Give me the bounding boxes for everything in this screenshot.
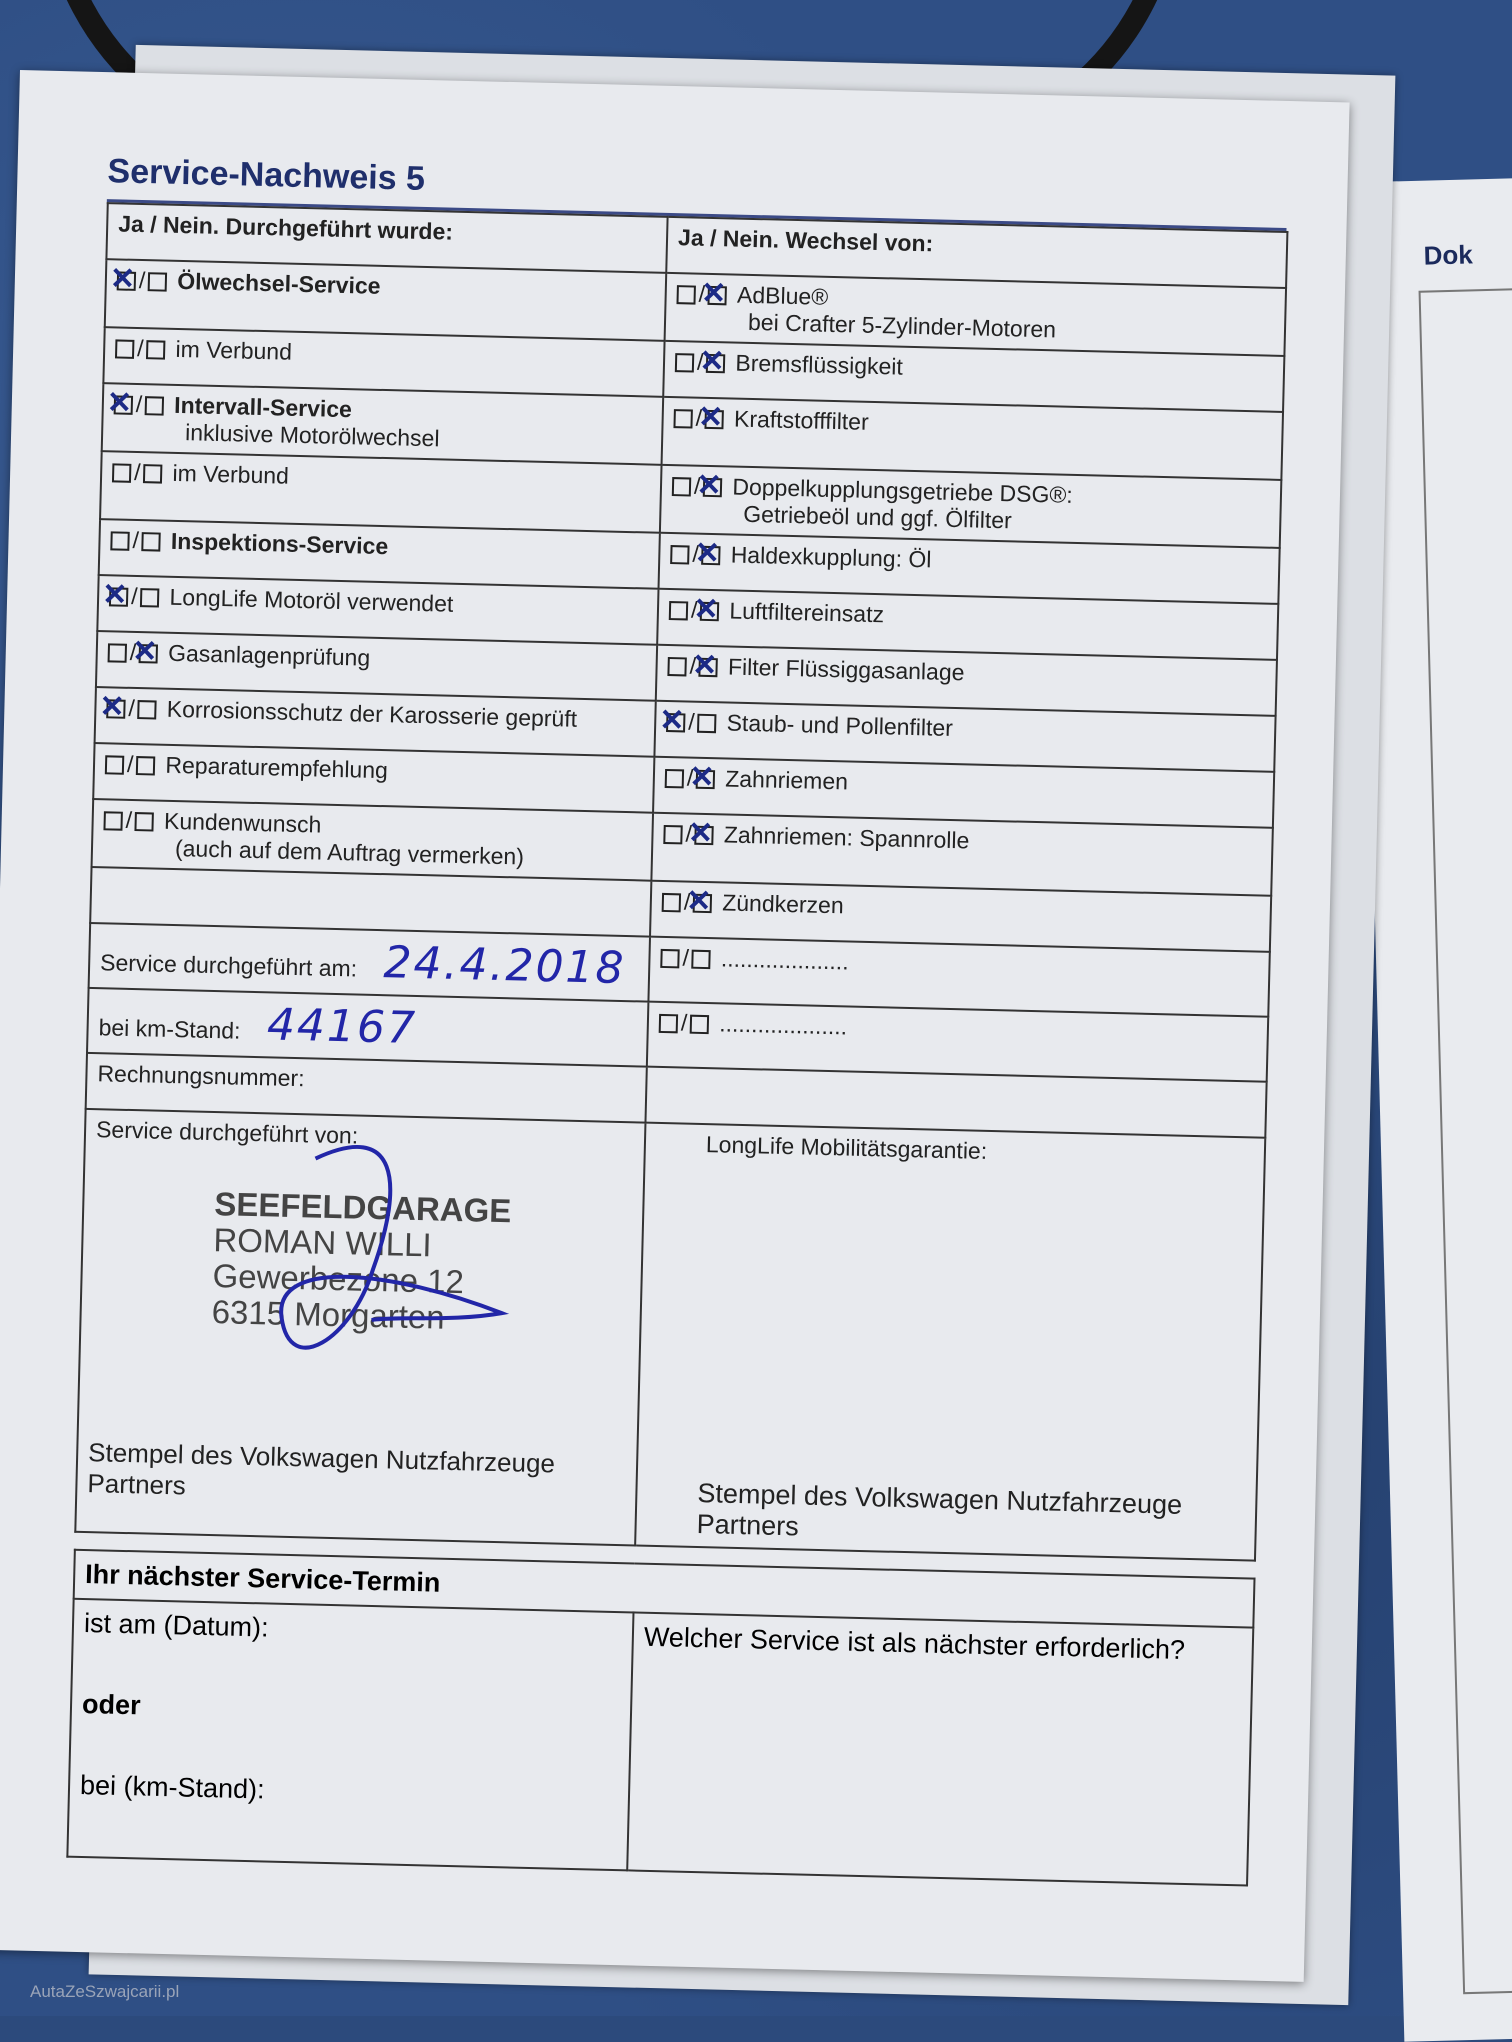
serviced-by-cell	[75, 1109, 645, 1546]
right-row-label: Zündkerzen	[721, 889, 845, 919]
signature	[249, 1117, 556, 1414]
right-row-label: Zahnriemen: Spannrolle	[723, 821, 970, 854]
left-row-label: im Verbund	[175, 335, 293, 365]
yes-no-checkboxes: ✕/	[114, 390, 165, 418]
yes-checkbox[interactable]	[108, 644, 127, 663]
yes-no-checkboxes: ✕/	[117, 266, 168, 294]
no-checkbox[interactable]	[705, 410, 724, 429]
yes-no-checkboxes: /✕	[673, 404, 724, 432]
yes-checkbox[interactable]	[105, 756, 124, 775]
yes-no-checkboxes: ✕/	[109, 582, 160, 610]
yes-no-checkboxes: ✕ /	[666, 708, 717, 736]
yes-no-checkboxes: /	[105, 750, 156, 778]
watermark: AutaZeSzwajcarii.pl	[30, 1982, 180, 2001]
yes-no-checkboxes: /	[103, 806, 154, 834]
no-checkbox[interactable]	[135, 812, 154, 831]
stamp-caption-left: Stempel des Volkswagen Nutzfahrzeuge Partners	[87, 1437, 556, 1501]
yes-no-checkboxes: /	[659, 1009, 710, 1037]
yes-checkbox[interactable]	[673, 409, 692, 428]
no-checkbox[interactable]	[695, 826, 714, 845]
left-row-label: Intervall-Service	[173, 391, 353, 423]
yes-no-checkboxes: /	[660, 944, 711, 972]
left-row-label: Inspektions-Service	[170, 527, 389, 560]
yes-no-checkboxes: /✕	[675, 348, 726, 376]
left-row-label: Gasanlagenprüfung	[167, 639, 371, 671]
no-checkbox[interactable]	[136, 756, 155, 775]
stamp-line-1: SEEFELDGARAGE	[213, 1185, 512, 1230]
right-row-label: Haldexkupplung: Öl	[730, 541, 932, 573]
yes-checkbox[interactable]	[103, 812, 122, 831]
longlife-cell	[635, 1123, 1265, 1561]
left-row-label: LongLife Motoröl verwendet	[169, 583, 454, 617]
yes-checkbox[interactable]	[675, 354, 694, 373]
right-row-label: Doppelkupplungsgetriebe DSG®:	[732, 473, 1074, 508]
no-checkbox[interactable]	[142, 533, 161, 552]
no-checkbox[interactable]	[138, 700, 157, 719]
yes-checkbox[interactable]	[112, 464, 131, 483]
next-service-table	[66, 1549, 1255, 1887]
yes-no-checkboxes: ✕/	[106, 694, 157, 722]
left-row-label: Korrosionsschutz der Karosserie geprüft	[166, 695, 578, 732]
yes-checkbox[interactable]	[117, 272, 136, 291]
yes-checkbox[interactable]	[669, 601, 688, 620]
left-row-label: Reparaturempfehlung	[165, 751, 389, 784]
yes-checkbox[interactable]	[672, 477, 691, 496]
no-checkbox[interactable]	[700, 602, 719, 621]
yes-checkbox[interactable]	[665, 769, 684, 788]
right-row-label: Zahnriemen	[724, 765, 849, 795]
yes-no-checkboxes: /	[115, 334, 166, 362]
no-checkbox[interactable]	[708, 286, 727, 305]
yes-checkbox[interactable]	[659, 1014, 678, 1033]
no-checkbox[interactable]	[697, 714, 716, 733]
no-checkbox[interactable]	[703, 478, 722, 497]
adjacent-page-box	[1419, 288, 1512, 1995]
yes-no-checkboxes: /	[112, 458, 163, 486]
yes-checkbox[interactable]	[667, 657, 686, 676]
next-service-heading: Ihr nächster Service-Termin	[74, 1550, 1255, 1628]
right-row-label: Staub- und Pollenfilter	[726, 709, 954, 741]
yes-no-checkboxes: /✕	[662, 888, 713, 916]
yes-checkbox[interactable]	[660, 949, 679, 968]
no-checkbox[interactable]	[690, 1015, 709, 1034]
yes-no-checkboxes: /✕	[676, 280, 727, 308]
yes-no-checkboxes: /✕	[107, 638, 158, 666]
right-header: Ja / Nein. Wechsel von:	[666, 217, 1287, 288]
yes-checkbox[interactable]	[109, 588, 128, 607]
right-row-label: Luftfiltereinsatz	[729, 597, 885, 628]
km-label: bei km-Stand:	[98, 1014, 241, 1044]
no-checkbox[interactable]	[139, 645, 158, 664]
right-row-sublabel: bei Crafter 5-Zylinder-Motoren	[747, 308, 1057, 343]
yes-checkbox[interactable]	[662, 893, 681, 912]
yes-checkbox[interactable]	[676, 286, 695, 305]
service-record-page	[0, 70, 1350, 1982]
next-service-left	[67, 1599, 633, 1871]
next-service-question: Welcher Service ist als nächster erforderlich?	[643, 1621, 1186, 1665]
yes-checkbox[interactable]	[115, 340, 134, 359]
next-service-right	[627, 1612, 1253, 1885]
yes-no-checkboxes: /✕	[672, 472, 723, 500]
no-checkbox[interactable]	[693, 894, 712, 913]
adjacent-page-heading: Dok	[1423, 239, 1474, 271]
left-header: Ja / Nein. Durchgeführt wurde:	[106, 203, 667, 273]
right-row-label: ....................	[718, 1010, 848, 1040]
left-row-label: Kundenwunsch	[163, 807, 322, 838]
stamp-line-3: Gewerbezone 12	[212, 1257, 465, 1301]
service-date-value: 24.4.2018	[383, 937, 627, 995]
no-checkbox[interactable]	[146, 341, 165, 360]
yes-checkbox[interactable]	[663, 825, 682, 844]
yes-checkbox[interactable]	[670, 545, 689, 564]
right-row-label: AdBlue®	[736, 281, 829, 310]
left-row-sublabel: (auch auf dem Auftrag vermerken)	[174, 835, 525, 870]
no-checkbox[interactable]	[143, 465, 162, 484]
right-row-label: Filter Flüssiggasanlage	[727, 653, 965, 686]
invoice-label: Rechnungsnummer:	[97, 1060, 305, 1092]
yes-no-checkboxes: /	[110, 526, 161, 554]
yes-checkbox[interactable]	[666, 713, 685, 732]
stamp-caption-right: Stempel des Volkswagen Nutzfahrzeuge Partners	[696, 1477, 1183, 1542]
no-checkbox[interactable]	[696, 770, 715, 789]
right-row-label: Kraftstofffilter	[733, 405, 870, 435]
page-title: Service-Nachweis 5	[107, 152, 426, 198]
next-km-label: bei (km-Stand):	[79, 1769, 265, 1805]
left-row-label: im Verbund	[172, 459, 290, 489]
yes-checkbox[interactable]	[110, 532, 129, 551]
right-row-label: ....................	[720, 945, 849, 975]
longlife-label: LongLife Mobilitätsgarantie:	[705, 1131, 988, 1164]
service-date-label: Service durchgeführt am:	[99, 949, 358, 982]
yes-no-checkboxes: /✕	[669, 596, 720, 624]
no-checkbox[interactable]	[140, 589, 159, 608]
no-checkbox[interactable]	[699, 658, 718, 677]
yes-no-checkboxes: /✕	[665, 764, 716, 792]
yes-checkbox[interactable]	[114, 396, 133, 415]
no-checkbox[interactable]	[692, 950, 711, 969]
km-value: 44167	[266, 999, 418, 1054]
no-checkbox[interactable]	[706, 354, 725, 373]
no-checkbox[interactable]	[701, 546, 720, 565]
stamp-line-4: 6315 Morgarten	[211, 1293, 446, 1336]
next-date-label: ist am (Datum):	[83, 1608, 269, 1643]
yes-no-checkboxes: /✕	[667, 652, 718, 680]
page-content	[66, 152, 1287, 1886]
left-row-sublabel: inklusive Motorölwechsel	[184, 419, 440, 452]
stamp-line-2: ROMAN WILLI	[213, 1221, 433, 1264]
no-checkbox[interactable]	[145, 397, 164, 416]
left-row-label: Ölwechsel-Service	[176, 267, 381, 299]
right-row-sublabel: Getriebeöl und ggf. Ölfilter	[743, 500, 1013, 534]
yes-no-checkboxes: /✕	[663, 820, 714, 848]
next-or-label: oder	[81, 1689, 141, 1721]
no-checkbox[interactable]	[148, 273, 167, 292]
serviced-by-label: Service durchgeführt von:	[95, 1116, 359, 1149]
dealer-stamp	[211, 1186, 632, 1340]
yes-no-checkboxes: /✕	[670, 540, 721, 568]
yes-checkbox[interactable]	[106, 700, 125, 719]
right-row-label: Bremsflüssigkeit	[735, 349, 904, 380]
service-table	[74, 202, 1288, 1561]
